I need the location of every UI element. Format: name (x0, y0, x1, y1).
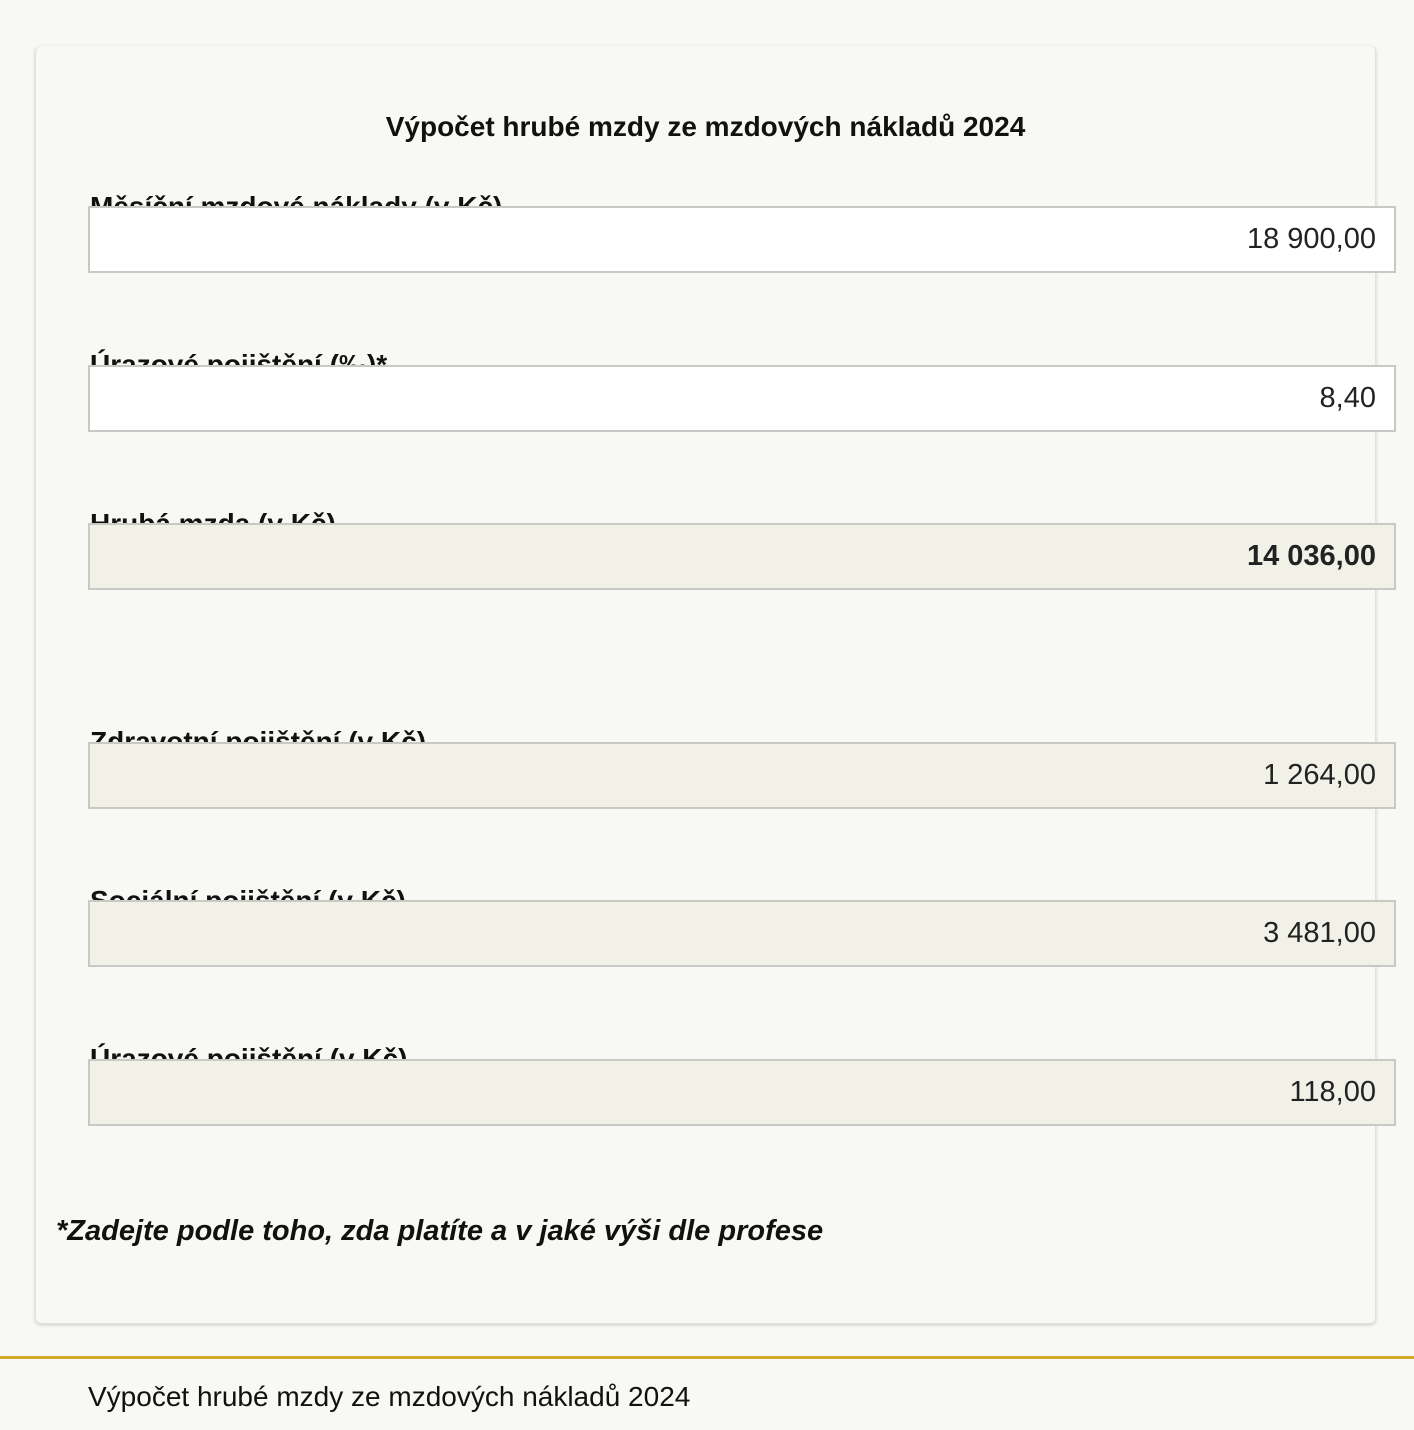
accident-rate-input[interactable] (88, 365, 1396, 432)
footnote-note: *Zadejte podle toho, zda platíte a v jaké výši dle profese (56, 1215, 824, 1247)
health-insurance-output: 1 264,00 (88, 742, 1396, 809)
calculator-title: Výpočet hrubé mzdy ze mzdových nákladů 2024 (385, 111, 1026, 142)
social-insurance-output: 3 481,00 (88, 900, 1396, 967)
monthly-costs-input[interactable] (88, 206, 1396, 273)
calculator-card (35, 46, 1376, 1324)
footer-divider (0, 1356, 1414, 1359)
accident-insurance-output: 118,00 (88, 1059, 1396, 1126)
gross-wage-output: 14 036,00 (88, 523, 1396, 590)
footer-title: Výpočet hrubé mzdy ze mzdových nákladů 2024 (88, 1381, 691, 1412)
